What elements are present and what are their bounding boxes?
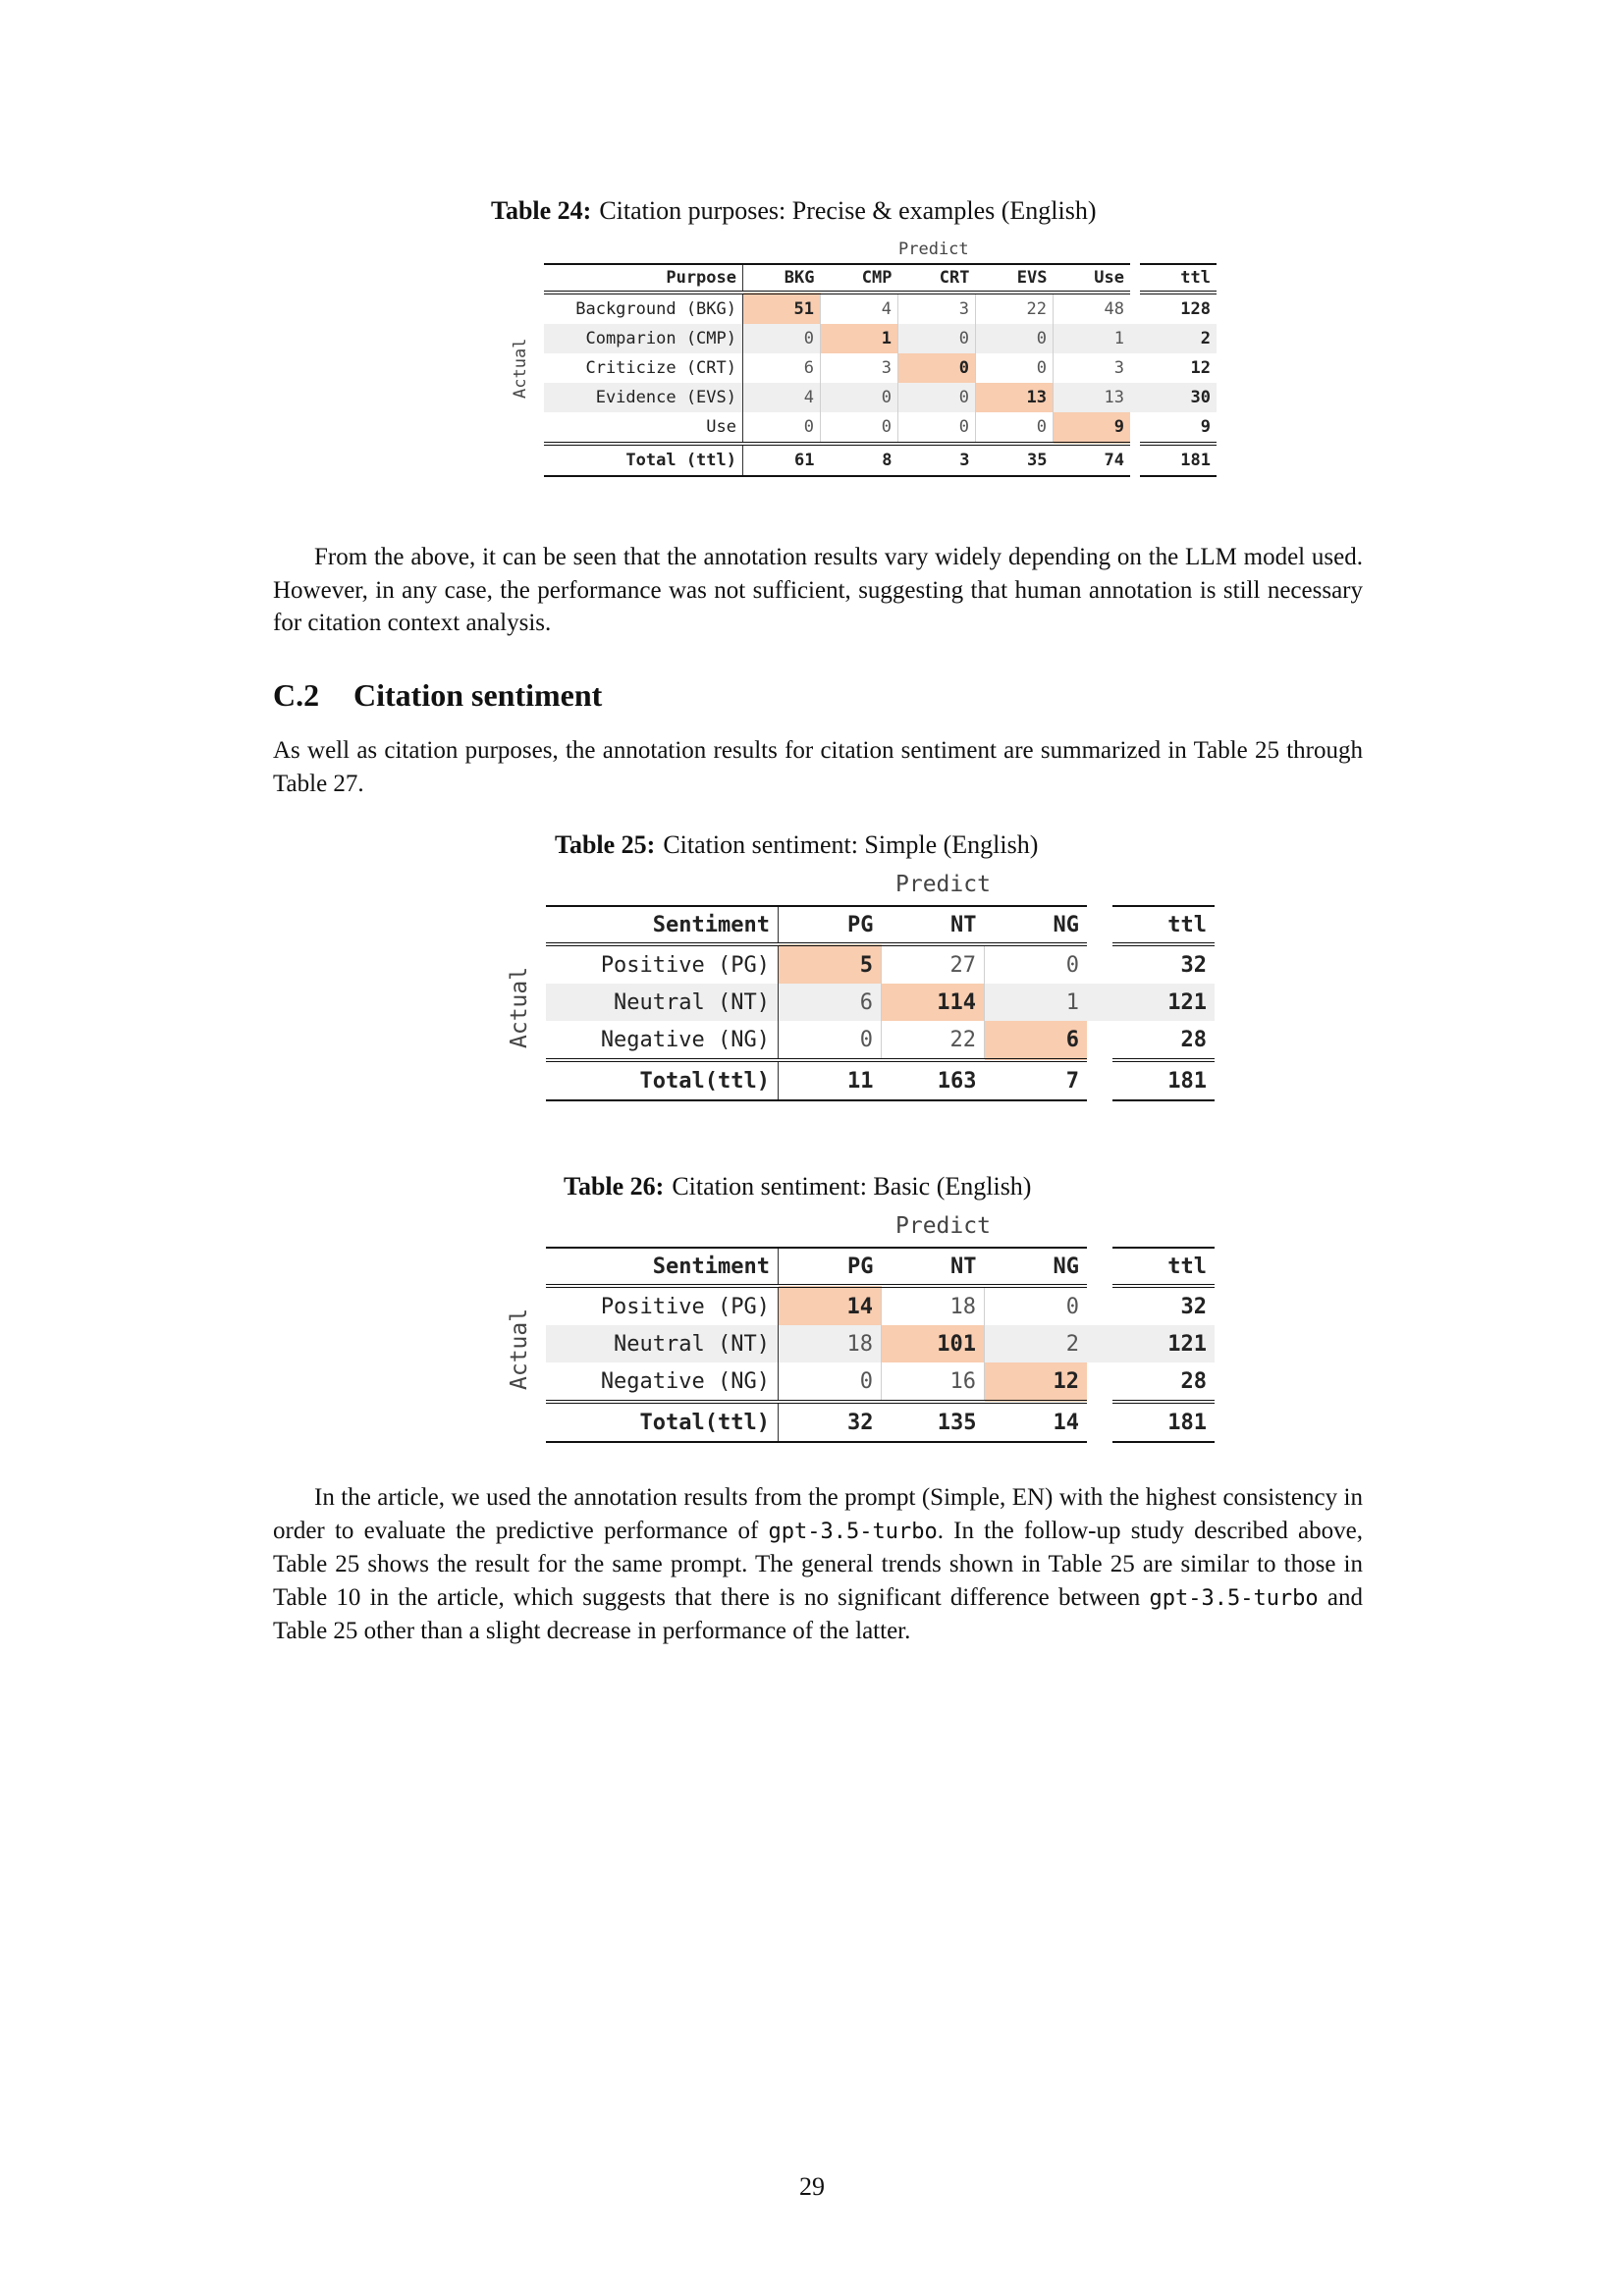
matrix-cell: 6 <box>985 1021 1088 1060</box>
row-total: 30 <box>1140 383 1217 412</box>
matrix-cell: 0 <box>779 1021 882 1060</box>
matrix-cell: 4 <box>743 383 821 412</box>
matrix-cell: 1 <box>821 324 898 353</box>
table25-grid <box>546 905 1215 1101</box>
table-row <box>546 984 1215 1021</box>
column-gap <box>1130 293 1140 324</box>
row-total: 121 <box>1112 1325 1215 1362</box>
table25 <box>546 905 1215 1101</box>
paragraph-1: From the above, it can be seen that the annotation results vary widely depending on the LLM model used. However, in any case, the performance was not sufficient, suggesting that human annotation is still necessary for citation context analysis. <box>273 544 1363 636</box>
column-header: NG <box>985 1248 1088 1286</box>
section-title: Citation sentiment <box>353 677 603 713</box>
column-gap <box>1087 1362 1112 1402</box>
column-gap <box>1130 412 1140 444</box>
table-total-row <box>546 1060 1215 1100</box>
column-total: 163 <box>882 1060 985 1100</box>
table25-predict-label: Predict <box>895 872 991 897</box>
column-total: 135 <box>882 1402 985 1442</box>
paragraph-3-part-2: . In the follow-up study described above, Table 25 shows the result for the same prompt. The general trends shown in Table 25 are similar to those in Table 10 in the article, which suggests that there is no significant difference between <box>273 1517 1364 1611</box>
matrix-cell: 3 <box>821 353 898 383</box>
row-label: Background (BKG) <box>544 293 743 324</box>
row-total: 9 <box>1200 417 1211 437</box>
column-total: 11 <box>779 1060 882 1100</box>
section-heading <box>273 677 602 714</box>
grand-total: 181 <box>1140 444 1217 476</box>
matrix-cell: 0 <box>821 383 898 412</box>
matrix-cell: 3 <box>1113 358 1124 378</box>
table-row <box>544 412 1217 444</box>
column-total: 35 <box>976 444 1054 476</box>
page-number: 29 <box>799 2172 825 2201</box>
paragraph-3-code-1: gpt-3.5-turbo <box>768 1519 938 1544</box>
column-gap <box>1130 324 1140 353</box>
paragraph-3-code-2: gpt-3.5-turbo <box>1149 1585 1319 1611</box>
matrix-cell: 16 <box>882 1362 985 1402</box>
table-row <box>544 324 1217 353</box>
matrix-cell: 18 <box>779 1325 882 1362</box>
row-label: Positive (PG) <box>546 944 779 984</box>
column-total: 61 <box>743 444 821 476</box>
column-header: Sentiment <box>546 906 779 944</box>
table24-grid <box>544 263 1217 477</box>
table24-caption-text: Citation purposes: Precise & examples (English) <box>599 196 1097 225</box>
total-label: Total (ttl) <box>544 444 743 476</box>
row-total: 12 <box>1190 358 1211 378</box>
column-gap <box>1087 1248 1112 1286</box>
column-gap <box>1087 906 1112 944</box>
row-total: 32 <box>1180 1294 1207 1319</box>
matrix-cell: 9 <box>1054 412 1131 444</box>
matrix-cell: 22 <box>882 1021 985 1060</box>
table-header-row <box>546 906 1215 944</box>
matrix-cell: 0 <box>743 324 821 353</box>
column-gap <box>1087 1021 1112 1060</box>
column-gap <box>1130 264 1140 293</box>
row-label: Negative (NG) <box>546 1362 779 1402</box>
column-gap <box>1087 1402 1112 1442</box>
table25-caption <box>555 830 1038 860</box>
matrix-cell: 4 <box>821 293 898 324</box>
table25-actual-label: Actual <box>507 966 532 1048</box>
matrix-cell: 0 <box>821 412 898 444</box>
grand-total: 181 <box>1112 1402 1215 1442</box>
column-header: ttl <box>1112 906 1215 944</box>
column-gap <box>1130 383 1140 412</box>
table-row <box>546 1362 1215 1402</box>
table24 <box>544 263 1217 477</box>
paragraph-3-part-3: and Table 25 other than a slight decrease in performance of the latter. <box>273 1583 1363 1644</box>
column-total: 14 <box>985 1402 1088 1442</box>
table26 <box>546 1247 1215 1443</box>
column-total: 8 <box>821 444 898 476</box>
row-total: 28 <box>1180 1368 1207 1394</box>
table26-grid <box>546 1247 1215 1443</box>
matrix-cell: 0 <box>1065 952 1079 978</box>
table-row <box>544 293 1217 324</box>
row-total: 32 <box>1180 952 1207 978</box>
table24-predict-label: Predict <box>898 240 969 259</box>
table-row <box>546 944 1215 984</box>
column-header: ttl <box>1140 264 1217 293</box>
table26-actual-label: Actual <box>507 1308 532 1390</box>
matrix-cell: 2 <box>985 1325 1088 1362</box>
matrix-cell: 6 <box>779 984 882 1021</box>
column-header: NT <box>882 906 985 944</box>
matrix-cell: 13 <box>1054 383 1131 412</box>
column-header: PG <box>779 906 882 944</box>
table-total-row <box>546 1402 1215 1442</box>
row-label: Positive (PG) <box>546 1286 779 1325</box>
column-header: Purpose <box>544 264 743 293</box>
column-header: EVS <box>976 264 1054 293</box>
column-gap <box>1130 353 1140 383</box>
table26-caption-label: Table 26: <box>564 1172 665 1201</box>
table26-caption-text: Citation sentiment: Basic (English) <box>672 1172 1032 1201</box>
column-gap <box>1087 984 1112 1021</box>
matrix-cell: 1 <box>1054 324 1131 353</box>
row-total: 28 <box>1180 1027 1207 1052</box>
table-row <box>544 353 1217 383</box>
paragraph-3-part-1: In the article, we used the annotation results from the prompt (Simple, EN) with the highest consistency in order to evaluate the predictive performance of <box>273 1484 1363 1544</box>
total-label: Total(ttl) <box>546 1060 779 1100</box>
row-total: 121 <box>1112 984 1215 1021</box>
column-header: ttl <box>1112 1248 1215 1286</box>
matrix-cell: 1 <box>985 984 1088 1021</box>
matrix-cell: 48 <box>1104 299 1124 319</box>
matrix-cell: 12 <box>985 1362 1088 1402</box>
table25-caption-text: Citation sentiment: Simple (English) <box>663 830 1039 859</box>
table24-caption-label: Table 24: <box>491 196 592 225</box>
table24-actual-label: Actual <box>511 338 530 399</box>
matrix-cell: 0 <box>898 324 976 353</box>
matrix-cell: 0 <box>743 412 821 444</box>
table26-predict-label: Predict <box>895 1213 991 1239</box>
row-total: 128 <box>1180 299 1211 319</box>
column-gap <box>1130 444 1140 476</box>
row-total: 2 <box>1140 324 1217 353</box>
matrix-cell: 0 <box>976 324 1054 353</box>
column-total: 74 <box>1054 444 1131 476</box>
table-header-row <box>544 264 1217 293</box>
matrix-cell: 5 <box>779 944 882 984</box>
paragraph-3 <box>273 1481 1363 1648</box>
column-header: PG <box>779 1248 882 1286</box>
column-header: CMP <box>821 264 898 293</box>
table-row <box>544 383 1217 412</box>
section-number: C.2 <box>273 677 320 713</box>
column-gap <box>1087 1286 1112 1325</box>
paragraph-2: As well as citation purposes, the annotation results for citation sentiment are summarized in Table 25 through Table 27. <box>273 737 1363 797</box>
matrix-cell: 0 <box>976 353 1054 383</box>
column-header: NG <box>985 906 1088 944</box>
grand-total: 181 <box>1112 1060 1215 1100</box>
matrix-cell: 101 <box>882 1325 985 1362</box>
row-label: Use <box>544 412 743 444</box>
column-header: NT <box>882 1248 985 1286</box>
row-label: Negative (NG) <box>546 1021 779 1060</box>
column-header: Use <box>1054 264 1131 293</box>
matrix-cell: 3 <box>898 293 976 324</box>
row-label: Neutral (NT) <box>546 1325 779 1362</box>
table25-caption-label: Table 25: <box>555 830 656 859</box>
column-header: Sentiment <box>546 1248 779 1286</box>
matrix-cell: 22 <box>976 293 1054 324</box>
row-label: Evidence (EVS) <box>544 383 743 412</box>
column-header: CRT <box>898 264 976 293</box>
matrix-cell: 0 <box>898 412 976 444</box>
table-row <box>546 1021 1215 1060</box>
matrix-cell: 0 <box>779 1362 882 1402</box>
matrix-cell: 0 <box>976 412 1054 444</box>
column-total: 32 <box>779 1402 882 1442</box>
table-row <box>546 1286 1215 1325</box>
row-label: Neutral (NT) <box>546 984 779 1021</box>
matrix-cell: 51 <box>743 293 821 324</box>
total-label: Total(ttl) <box>546 1402 779 1442</box>
matrix-cell: 0 <box>898 383 976 412</box>
matrix-cell: 0 <box>1065 1294 1079 1319</box>
row-label: Comparion (CMP) <box>544 324 743 353</box>
table-header-row <box>546 1248 1215 1286</box>
matrix-cell: 18 <box>882 1286 985 1325</box>
table26-caption <box>564 1172 1031 1201</box>
table-total-row <box>544 444 1217 476</box>
matrix-cell: 0 <box>898 353 976 383</box>
column-gap <box>1087 1060 1112 1100</box>
column-header: BKG <box>743 264 821 293</box>
table24-caption <box>491 196 1097 226</box>
row-label: Criticize (CRT) <box>544 353 743 383</box>
table-row <box>546 1325 1215 1362</box>
matrix-cell: 13 <box>976 383 1054 412</box>
matrix-cell: 14 <box>779 1286 882 1325</box>
matrix-cell: 27 <box>882 944 985 984</box>
matrix-cell: 114 <box>882 984 985 1021</box>
column-gap <box>1087 944 1112 984</box>
matrix-cell: 6 <box>743 353 821 383</box>
column-total: 3 <box>898 444 976 476</box>
column-gap <box>1087 1325 1112 1362</box>
column-total: 7 <box>985 1060 1088 1100</box>
